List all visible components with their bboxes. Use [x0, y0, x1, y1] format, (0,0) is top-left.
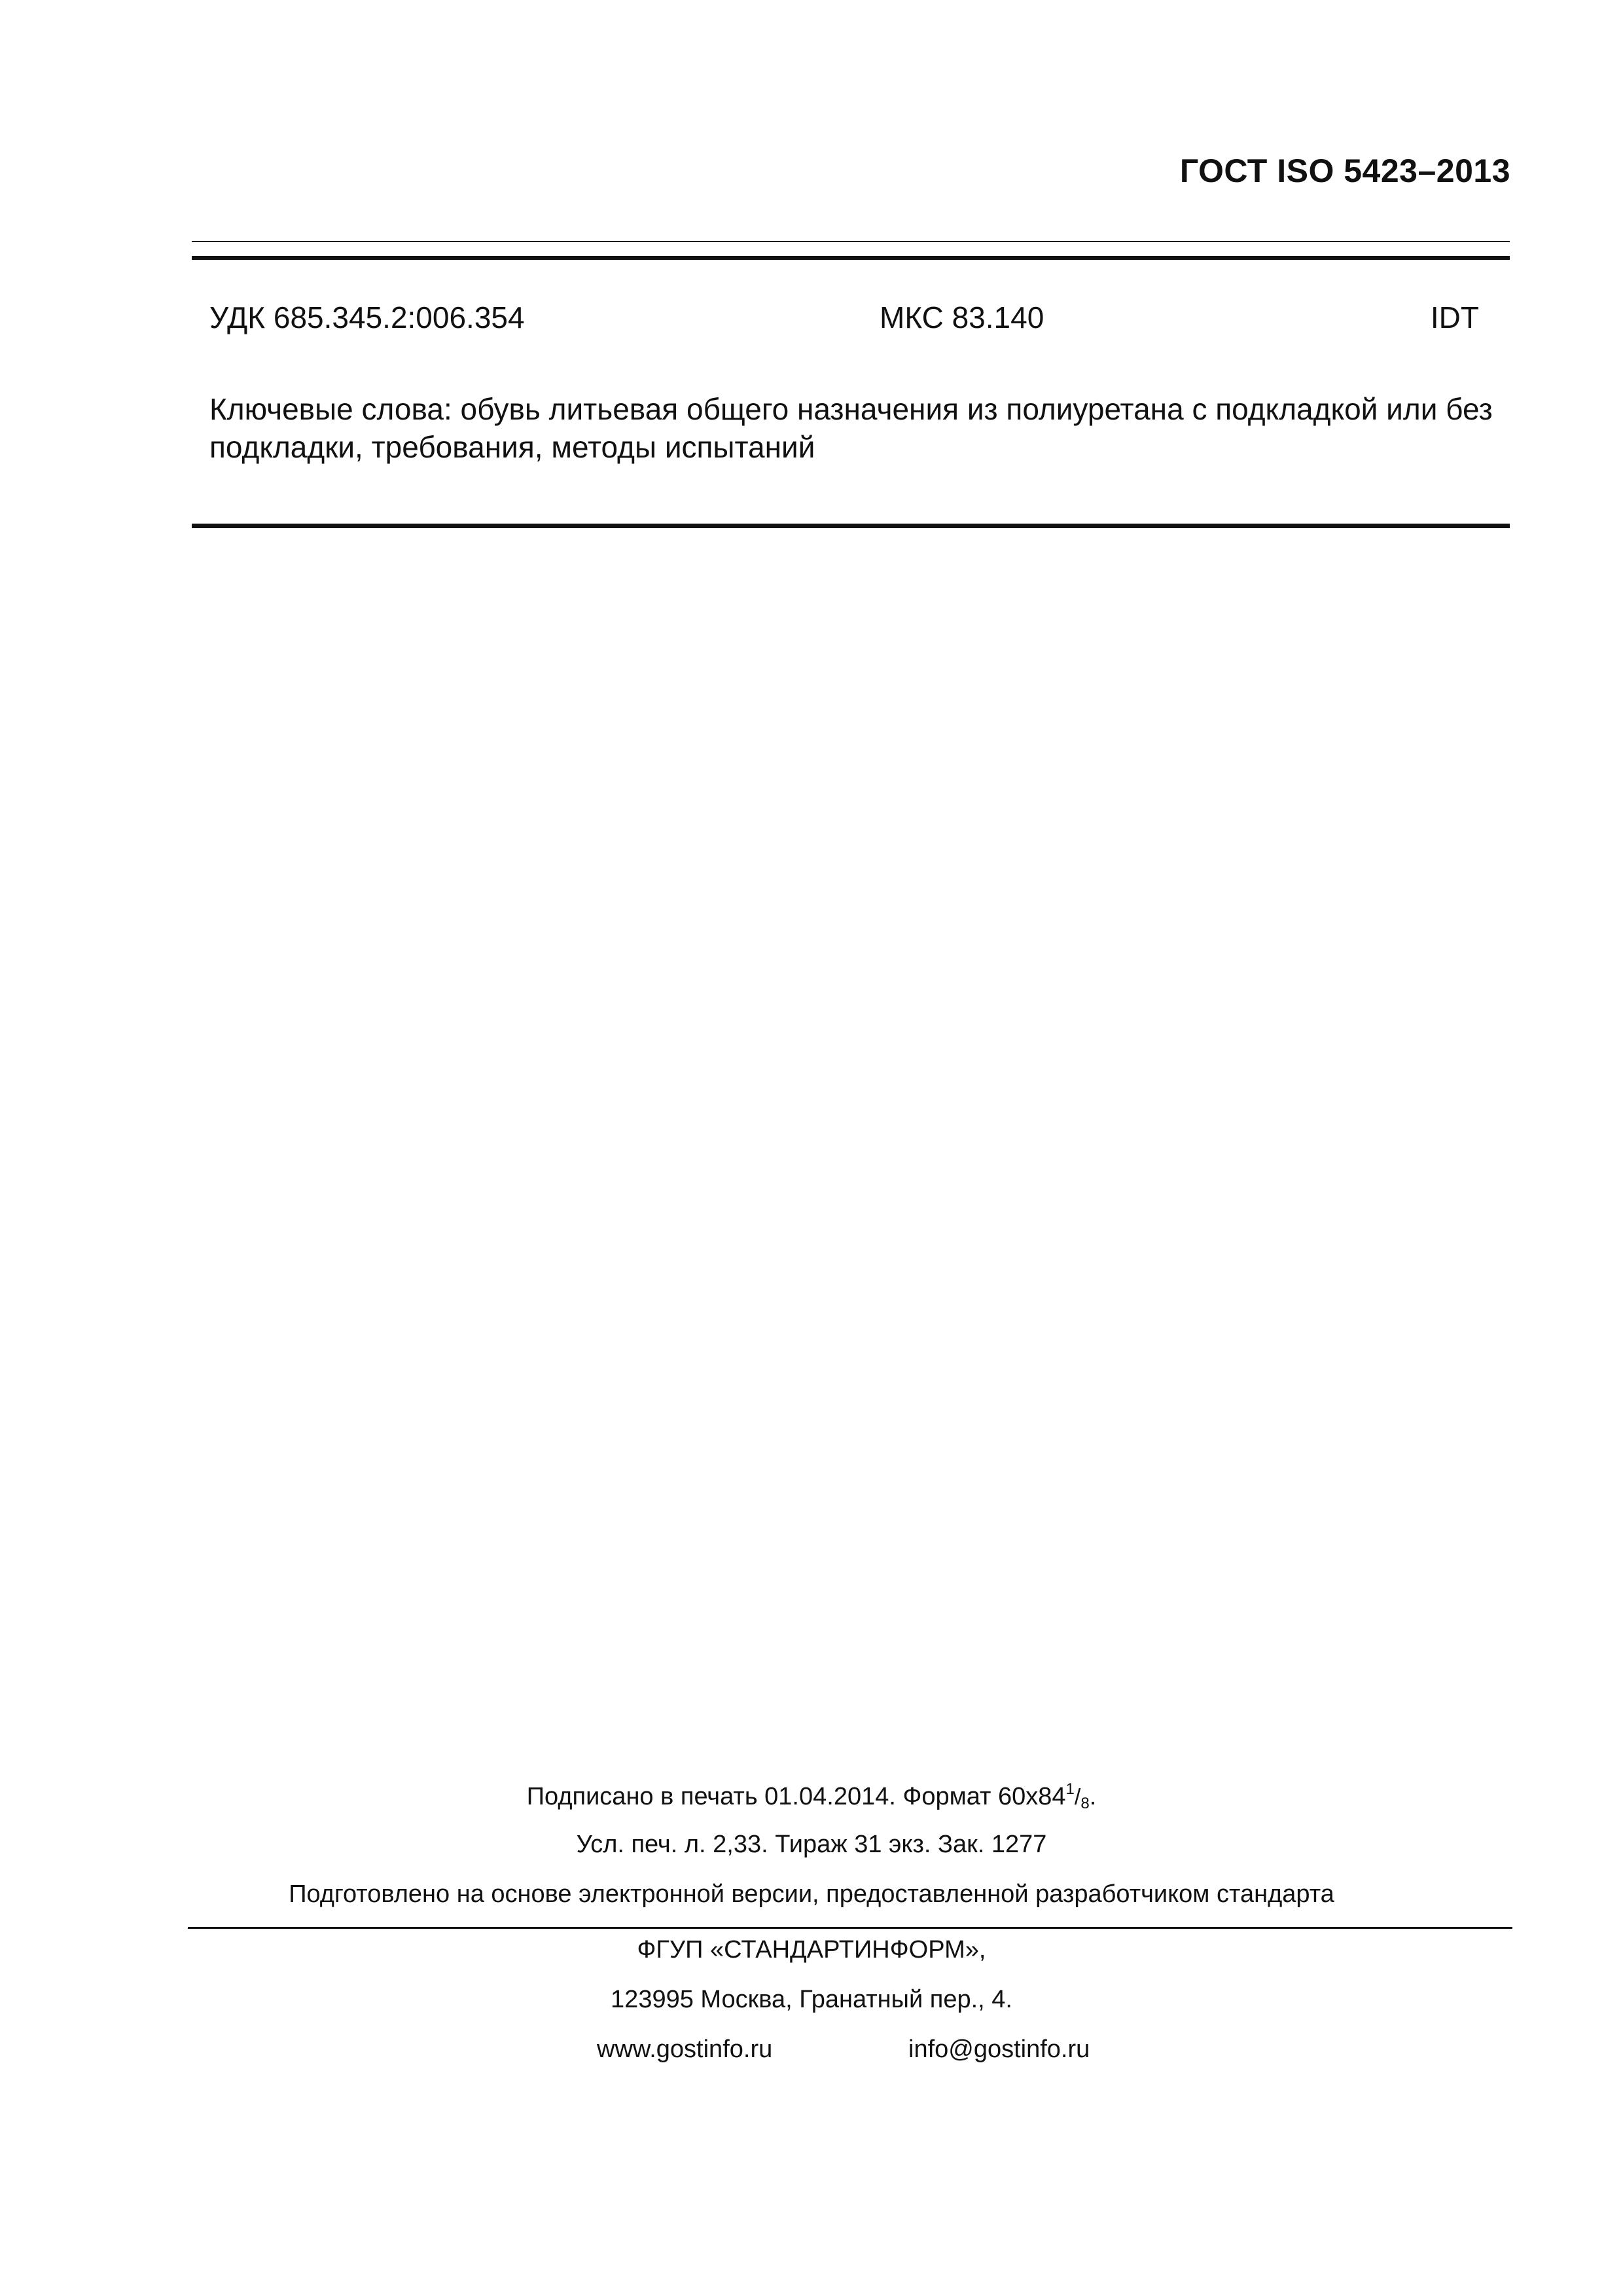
contacts-row — [0, 2036, 1623, 2068]
keywords-text: Ключевые слова: обувь литьевая общего назначения из полиуретана с подкладкой или без подкладки, требования, методы испытаний — [209, 392, 1493, 464]
print-details-line: Усл. печ. л. 2,33. Тираж 31 экз. Зак. 1277 — [576, 1831, 1047, 1858]
standard-code: ГОСТ ISO 5423–2013 — [1179, 152, 1510, 189]
classifier-row — [209, 300, 1479, 339]
format-numerator: 1 — [1065, 1780, 1075, 1798]
imprint-divider — [188, 1927, 1512, 1929]
mks-code: МКС 83.140 — [880, 300, 1044, 334]
publisher-address: 123995 Москва, Гранатный пер., 4. — [611, 1986, 1012, 2013]
publisher-name: ФГУП «СТАНДАРТИНФОРМ», — [637, 1936, 986, 1964]
idt-label: IDT — [1430, 300, 1479, 334]
signed-for-print-line — [0, 1780, 1623, 1813]
prepared-line: Подготовлено на основе электронной версии, предоставленной разработчиком стандарта — [289, 1880, 1334, 1908]
header-thick-rule — [192, 256, 1510, 260]
email-link[interactable]: info@gostinfo.ru — [908, 2036, 1090, 2063]
keywords-bottom-rule — [192, 524, 1510, 528]
website-link[interactable]: www.gostinfo.ru — [597, 2036, 773, 2063]
format-fraction — [1065, 1780, 1090, 1812]
format-denominator: 8 — [1080, 1795, 1090, 1812]
udk-code: УДК 685.345.2:006.354 — [209, 300, 525, 334]
fraction-slash: / — [1074, 1785, 1081, 1810]
signed-line-text: Подписано в печать 01.04.2014. Формат 60х84 — [526, 1783, 1066, 1810]
header-thin-rule — [192, 241, 1510, 242]
format-suffix: . — [1089, 1783, 1097, 1810]
